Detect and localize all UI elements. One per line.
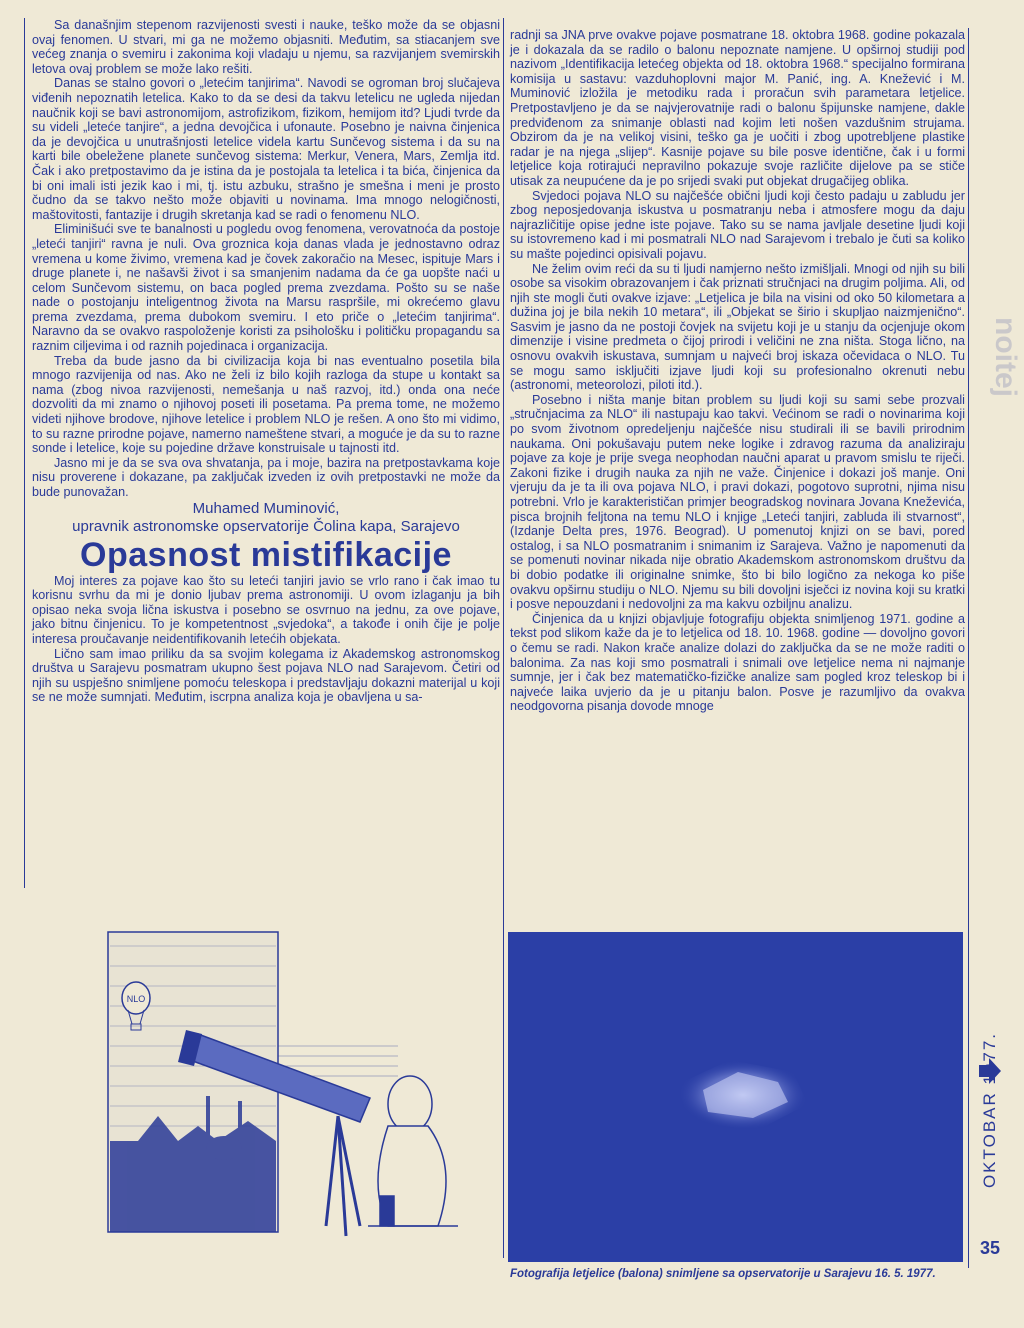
paragraph: Danas se stalno govori o „letećim tanjirima“. Navodi se ogroman broj slučajeva viđenih nepoznatih letelica. Kako to da se desi da takvu letelicu ne ugleda nijedan naučnik koji se bavi astronomijom, astrofizikom, fizikom, hemijom itd? Ljudi tvrde da su videli „leteće tanjire“, a jedna devojčica i ufonaute. Posebno je naivna činjenica da je devojčica u unutrašnjosti letelice videla kartu Sunčevog sistema i da su na karti bile obeležene planete sunčevog sistema: Merkur, Venera, Mars, Zemlja itd. Čak i ako pretpostavimo da je istina da je postojala ta letelica i ta bića, činjenica da bi oni imali isti jezik kao i mi, tj. istu azbuku, strašno je smešna i meni je prosto čudno da se takvo nešto može objaviti u novinama. Ima mnogo nelogičnosti, maštovitosti, fantazije i drugih skretanja kad se radi o fenomenu NLO. [32, 76, 500, 222]
telescope-cartoon-illustration [98, 926, 494, 1246]
photo-caption: Fotografija letjelice (balona) snimljene sa opservatorije u Sarajevu 16. 5. 1977. [510, 1268, 936, 1280]
page-number: 35 [980, 1238, 1001, 1258]
article-headline: Opasnost mistifikacije [80, 535, 452, 574]
balloon-photograph [508, 932, 963, 1262]
paragraph: Činjenica da u knjizi objavljuje fotografiju objekta snimljenog 1971. godine a tekst pod slikom kaže da je to letjelica od 18. 10. 1968. godine — dovoljno govori o čemu se radi. Nakon krače analize dolazi do zaključka da se ne može raditi o balonima. Za nas koji smo posmatrali i snimali ove letjelice nema ni najmanje sumnje, jer i čak bez matematičko-fizičke analize sam pogled kroz teleskop bi i najveće laika uvjerio da je u pitanju balon. Posve je razumljivo da ovakva neodgovorna pisanja dovode mnoge [510, 611, 965, 714]
right-border-rule [968, 28, 969, 1268]
paragraph: Moj interes za pojave kao što su leteći tanjiri javio se vrlo rano i čak imao tu korisnu svrhu da mi je donio ljubav prema astronomiji. U ovom izlaganju ja bih opisao neka svoja lična iskustva i posebno se osvrnuo na jednu, za ove pojave, jako bitnu činjenicu. To je kompetentnost „svjedoka“, a takođe i onih čije je polje interesa proučavanje neidentifikovanih letećih objekata. [32, 573, 500, 646]
paragraph: radnji sa JNA prve ovakve pojave posmatrane 18. oktobra 1968. godine pokazala je i dokazala da se radilo o balonu nepoznate namjene. U opširnoj studiji pod nazivom „Identifikacija letećeg objekta od 18. oktobra 1968.“ specijalno formirana komisija u sastavu: vazduhoplovni major M. Panić, ing. A. Knežević i M. Muminović izložila je metodiku rada i proračun svih parametara letjelice. Pretpostavljeno je da se najvjerovatnije radi o balonu špijunske namjene, dakle predviđenom za snimanje oblasti nad kojim leti nošen vazdušnim strujama. Obzirom da je na velikoj visini, teško ga je uočiti i zbog upotrebljene plastike radar je na njega „slijep“. Kasnije pojave su bile posve identične, čak i u formi letjelice koja rotirajući nepravilno pokazuje svoje različite dijelove pa se stiče utisak za neupućene da je po srijedi svaki put objekat drugačijeg oblika. [510, 28, 965, 188]
paragraph: Svjedoci pojava NLO su najčešće obični ljudi koji često padaju u zabludu jer zbog neposjedovanja iskustva u posmatranju neba i atmosfere mogu da daju najrazličitije opise jedne iste pojave. Tako su se nama javljale desetine ljudi koji su istovremeno kad i mi posmatrali NLO nad Sarajevom i trebalo je čuti sa koliko su mašte pojedinci opisivali pojavu. [510, 188, 965, 261]
bleed-through-text: noitej [989, 317, 1022, 397]
left-border-rule [24, 18, 25, 888]
paragraph: Sa današnjim stepenom razvijenosti svesti i nauke, teško može da se objasni ovaj fenomen. U stvari, mi ga ne možemo objasniti. Međutim, sa stiacanjem sve većeg znanja o svemiru i zakonima koji vladaju u njemu, sa razvijanjem svemirskih letova ovaj problem se može lako rešiti. [32, 18, 500, 76]
paragraph: Jasno mi je da se sva ova shvatanja, pa i moje, bazira na pretpostavkama koje nisu proverene i dokazane, pa zaključak izveden iz ovih pretpostavki ne može da bude punovažan. [32, 455, 500, 499]
paragraph: Eliminišući sve te banalnosti u pogledu ovog fenomena, verovatnoća da postoje „leteći tanjiri“ ravna je nuli. Ova groznica koja danas vlada je jednostavno odraz vremena u kome živimo, vremena kad je čovek zakoračio na Mesec, ispituje Mars i druge planete i, ne našavši život i sa smanjenim nadama da će ga uopšte naći u celom Sunčevom sistemu, on baca pogled prema zvezdama. Pošto su se naše nade o postojanju inteligentnog života na Marsu raspršile, mi okrećemo glavu prema zvezdama, prema dubokom svemiru. I eto priče o „letećim tanjirima“. Naravno da se ovakvo raspoloženje koristi za psihološku i političku propagandu sa raznim ciljevima i od raznih pojedinaca i organizacija. [32, 222, 500, 354]
paragraph: Treba da bude jasno da bi civilizacija koja bi nas eventualno posetila bila mnogo razvijenija od nas. Ako ne želi iz bilo kojih razloga da stupe u kontakt sa nama (zbog nivoa razvijenosti, nemešanja u naš razvoj, itd.) onda ona neće dozvoliti da mi znamo o njihovoj poseti ili posetama. Pa prema tome, ne možemo videti njihove brodove, njihove letelice i problem NLO je rešen. A ono što mi vidimo, to su razne prirodne pojave, namerno nameštene stvari, a moguće je da su to razne sonde i letelice, koje su pojedine države konstruisale u tajnosti itd. [32, 353, 500, 456]
byline-name: Muhamed Muminović, [192, 499, 340, 517]
paragraph: Posebno i ništa manje bitan problem su ljudi koji su sami sebe prozvali „stručnjacima za NLO“ ili nastupaju kao takvi. Većinom se radi o novinarima koji po svom životnom opredeljenju najčešće nisu studirali ili se bavili prirodnim naukama. Oni pokušavaju putem neke logike i zdravog razuma da analiziraju pojave za koje je prije svega neophodan naučni aparat u pravom smislu te riječi. Zakoni fizike i drugih nauka za njih ne važe. Činjenice i dokazi još manje. Oni vjeruju da je ta ili ova pojava NLO, i pravi dokazi, pogotovo suprotni, njima nisu potrebni. Vrlo je karakterističan primjer beogradskog novinara Jovana Kneževića, pisca brojnih feljtona na temu NLO i knjige „Leteći tanjiri, zabluda ili stvarnost“, (Izdanje Delta pres, 1976. Beograd). U pomenutoj knjizi on se bavi, pored ostalog, i sa NLO posmatranim i snimanim iz Sarajeva. Važno je napomenuti da se pomenuti novinar nikada nije obratio Akademskom astronomskom društvu da bi dobio podatke ili originalne snimke, što bi bilo logično za nekoga ko piše ovakvu opširnu studiju o NLO. Njemu su bili dovoljni isječci iz novina koji su kratki i posve nepouzdani i nedovoljni za ma kakvu ozbiljnu analizu. [510, 392, 965, 612]
paragraph: Lično sam imao priliku da sa svojim kolegama iz Akademskog astronomskog društva u Sarajevu posmatram ukupno šest pojava NLO nad Sarajevom. Četiri od njih su uspješno snimljene pomoću teleskopa i predstavljaju dokazni materijal u koji se ne može sumnjati. Međutim, iscrpna analiza koja je obavljena u sa- [32, 646, 500, 705]
svg-text:NLO: NLO [126, 994, 146, 1004]
column-divider [503, 18, 504, 1258]
right-column [510, 28, 965, 714]
issue-date-label: OKTOBAR 1977. [980, 1031, 999, 1189]
left-column [32, 18, 500, 705]
byline-role: upravnik astronomske opservatorije Čolina kapa, Sarajevo [72, 517, 460, 535]
paragraph: Ne želim ovim reći da su ti ljudi namjerno nešto izmišljali. Mnogi od njih su bili osobe sa visokim obrazovanjem i čak priznati stručnjaci na drugim poljima. Ali, od njih ste mogli čuti ovakve izjave: „Letjelica je bila na visini od oko 50 kilometara a dužina joj je bila nekih 10 metara“, ili „Objekat se širio i skupljao naizmjenično“. Sasvim je jasno da ne postoji čovjek na svijetu koji je u stanju da ocjenjuje okom dimenzije i visine predmeta o čijoj prirodi i veličini ne zna ništa. Stoga lično, na osnovu ovakvih iskustava, sumnjam u najveći broj iskaza očevidaca o NLO. Tu se mogu samo isključiti izjave ljudi koji su profesionalno okrenuti nebu (astronomi, meteorolozi, piloti itd.). [510, 261, 965, 393]
